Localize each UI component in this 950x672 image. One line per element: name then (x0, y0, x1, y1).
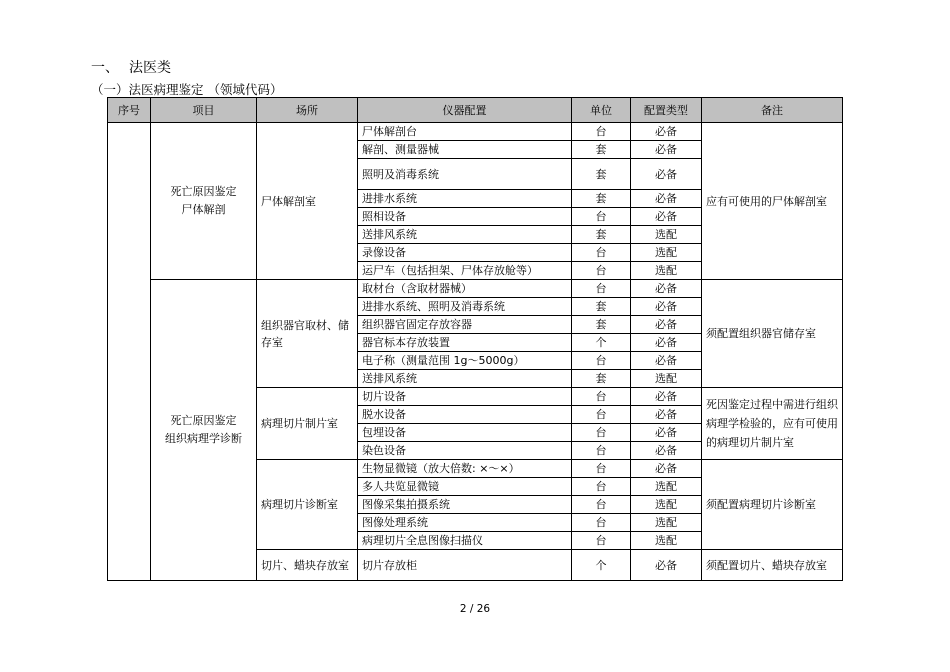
project-cell (151, 123, 257, 280)
config-type-cell: 必备 (631, 159, 702, 190)
unit-cell: 台 (572, 280, 631, 298)
place-cell: 组织器官取材、储存室 (257, 280, 358, 388)
unit-cell: 台 (572, 532, 631, 550)
config-type-cell: 必备 (631, 406, 702, 424)
equipment-name: 生物显微镜（放大倍数: ×～×） (358, 460, 572, 478)
header-place: 场所 (257, 98, 358, 123)
subsection-heading: （一）法医病理鉴定 （领域代码） (91, 82, 283, 97)
note-cell: 须配置切片、蜡块存放室 (702, 550, 843, 581)
config-type-cell: 必备 (631, 334, 702, 352)
unit-cell: 套 (572, 190, 631, 208)
unit-cell: 台 (572, 208, 631, 226)
unit-cell: 台 (572, 424, 631, 442)
equipment-name: 送排风系统 (358, 370, 572, 388)
config-type-cell: 必备 (631, 316, 702, 334)
header-note: 备注 (702, 98, 843, 123)
equipment-name: 尸体解剖台 (358, 123, 572, 141)
unit-cell: 台 (572, 406, 631, 424)
table-row (108, 280, 843, 298)
equipment-name: 切片存放柜 (358, 550, 572, 581)
config-type-cell: 选配 (631, 496, 702, 514)
equipment-name: 进排水系统 (358, 190, 572, 208)
config-type-cell: 必备 (631, 123, 702, 141)
equipment-name: 照明及消毒系统 (358, 159, 572, 190)
equipment-name: 病理切片全息图像扫描仪 (358, 532, 572, 550)
equipment-name: 切片设备 (358, 388, 572, 406)
unit-cell: 台 (572, 123, 631, 141)
section-title: 法医类 (129, 60, 171, 76)
equipment-name: 器官标本存放装置 (358, 334, 572, 352)
header-config-type: 配置类型 (631, 98, 702, 123)
note-cell: 死因鉴定过程中需进行组织病理学检验的，应有可使用的病理切片制片室 (702, 388, 843, 460)
header-index: 序号 (108, 98, 151, 123)
equipment-name: 进排水系统、照明及消毒系统 (358, 298, 572, 316)
config-type-cell: 必备 (631, 280, 702, 298)
equipment-name: 照相设备 (358, 208, 572, 226)
config-type-cell: 必备 (631, 208, 702, 226)
config-type-cell: 选配 (631, 478, 702, 496)
unit-cell: 个 (572, 550, 631, 581)
table-row (108, 123, 843, 141)
header-unit: 单位 (572, 98, 631, 123)
section-heading (91, 57, 171, 77)
equipment-name: 图像采集拍摄系统 (358, 496, 572, 514)
unit-cell: 台 (572, 352, 631, 370)
project-line: 组织病理学诊断 (165, 432, 242, 445)
config-type-cell: 必备 (631, 141, 702, 159)
config-type-cell: 必备 (631, 442, 702, 460)
place-cell: 尸体解剖室 (257, 123, 358, 280)
config-type-cell: 必备 (631, 298, 702, 316)
unit-cell: 台 (572, 262, 631, 280)
config-type-cell: 选配 (631, 262, 702, 280)
equipment-name: 脱水设备 (358, 406, 572, 424)
note-cell: 须配置病理切片诊断室 (702, 460, 843, 550)
unit-cell: 台 (572, 442, 631, 460)
config-type-cell: 选配 (631, 370, 702, 388)
unit-cell: 套 (572, 316, 631, 334)
unit-cell: 套 (572, 141, 631, 159)
config-type-cell: 必备 (631, 550, 702, 581)
equipment-name: 录像设备 (358, 244, 572, 262)
project-line: 死亡原因鉴定 (170, 185, 237, 198)
equipment-name: 染色设备 (358, 442, 572, 460)
table-body (108, 123, 843, 581)
unit-cell: 台 (572, 244, 631, 262)
index-cell (108, 123, 151, 581)
unit-cell: 套 (572, 159, 631, 190)
equipment-name: 运尸车（包括担架、尸体存放舱等） (358, 262, 572, 280)
note-cell: 须配置组织器官储存室 (702, 280, 843, 388)
project-line: 死亡原因鉴定 (170, 414, 237, 427)
note-cell: 应有可使用的尸体解剖室 (702, 123, 843, 280)
unit-cell: 套 (572, 298, 631, 316)
unit-cell: 台 (572, 388, 631, 406)
equipment-name: 组织器官固定存放容器 (358, 316, 572, 334)
header-project: 项目 (151, 98, 257, 123)
config-type-cell: 必备 (631, 424, 702, 442)
section-number: 一、 (91, 60, 119, 76)
unit-cell: 套 (572, 226, 631, 244)
page-number: 2 / 26 (459, 603, 491, 615)
config-type-cell: 选配 (631, 226, 702, 244)
unit-cell: 台 (572, 514, 631, 532)
equipment-name: 电子称（测量范围 1g～5000g） (358, 352, 572, 370)
equipment-table (107, 97, 843, 581)
config-type-cell: 必备 (631, 352, 702, 370)
place-cell: 病理切片诊断室 (257, 460, 358, 550)
equipment-name: 送排风系统 (358, 226, 572, 244)
place-cell: 切片、蜡块存放室 (257, 550, 358, 581)
config-type-cell: 必备 (631, 388, 702, 406)
equipment-name: 包埋设备 (358, 424, 572, 442)
project-line: 尸体解剖 (181, 203, 226, 216)
unit-cell: 套 (572, 370, 631, 388)
header-equipment: 仪器配置 (358, 98, 572, 123)
place-cell: 病理切片制片室 (257, 388, 358, 460)
unit-cell: 台 (572, 478, 631, 496)
unit-cell: 台 (572, 496, 631, 514)
config-type-cell: 选配 (631, 514, 702, 532)
unit-cell: 个 (572, 334, 631, 352)
table-header-row (108, 98, 843, 123)
config-type-cell: 必备 (631, 190, 702, 208)
equipment-name: 图像处理系统 (358, 514, 572, 532)
equipment-name: 解剖、测量器械 (358, 141, 572, 159)
config-type-cell: 选配 (631, 532, 702, 550)
equipment-name: 取材台（含取材器械） (358, 280, 572, 298)
config-type-cell: 必备 (631, 460, 702, 478)
project-cell (151, 280, 257, 581)
equipment-name: 多人共览显微镜 (358, 478, 572, 496)
config-type-cell: 选配 (631, 244, 702, 262)
unit-cell: 台 (572, 460, 631, 478)
